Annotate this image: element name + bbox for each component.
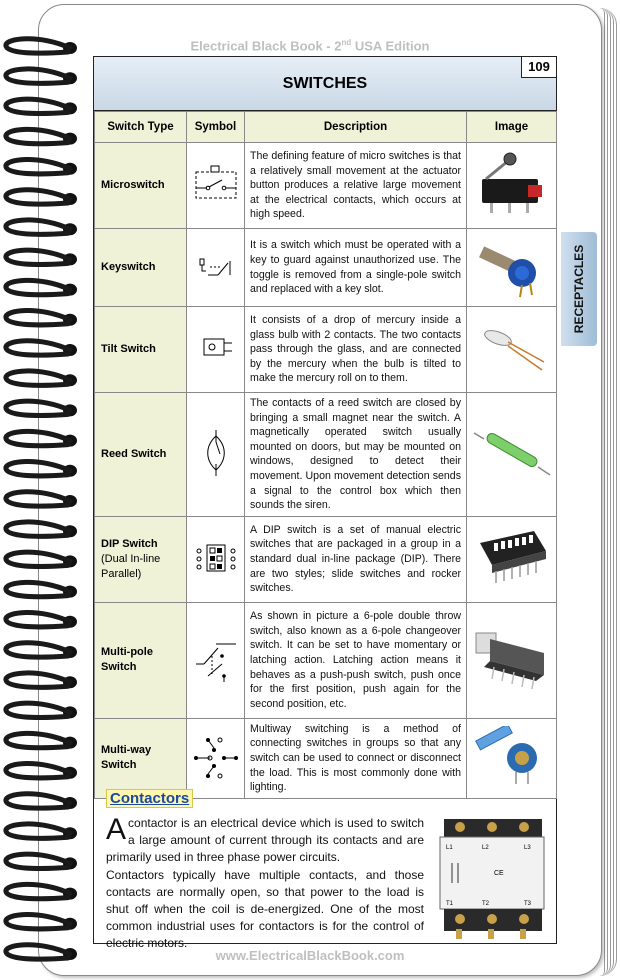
keyswitch-photo [472,233,552,299]
svg-text:L1: L1 [446,845,453,851]
footer-url[interactable]: www.ElectricalBlackBook.com [215,948,405,963]
column-header: Description [245,112,467,143]
binding-ring [6,220,70,234]
binding-ring [6,854,70,868]
page-stack-edges [600,8,618,976]
binding-ring [6,613,70,627]
symbol-cell [187,307,245,393]
book-title: Electrical Black Book - 2nd USA Edition [190,38,430,54]
contactors-paragraph-2: Contactors typically have multiple contacts, and those contacts are normally open, so that power to the load is shut off when the coil is de-energized. One of the most common industrial uses for contactors is for the control of electric motors. [106,868,424,950]
tilt-switch-symbol-icon [196,333,236,363]
contactor-photo [436,813,548,941]
image-cell [467,307,557,393]
switch-type-cell: Reed Switch [95,393,187,517]
binding-ring [6,129,70,143]
side-tab-receptacles[interactable] [561,232,597,346]
binding-ring [6,673,70,687]
binding-ring [6,703,70,717]
svg-text:T1: T1 [446,901,454,907]
binding-ring [6,643,70,657]
tilt-switch-photo [472,318,552,378]
contactors-section [94,779,556,950]
header-band [94,57,556,111]
svg-text:L3: L3 [524,845,531,851]
symbol-cell [187,229,245,307]
column-header: Image [467,112,557,143]
symbol-cell [187,393,245,517]
description-cell: It consists of a drop of mercury inside a glass bulb with 2 contacts. The two contacts pass through the glass, and are connected by the mercury when the bulb is tilted to make the mercury roll on to them. [245,307,467,393]
svg-text:CE: CE [494,870,504,877]
binding-ring [6,401,70,415]
symbol-cell [187,602,245,718]
binding-ring [6,492,70,506]
image-cell [467,143,557,229]
description-cell: Multiway switching is a method of connecting switches in groups so that any switch can be used to connect or disconnect the load. This is most commonly done with lighting. [245,718,467,798]
binding-ring [6,99,70,113]
image-cell [467,516,557,602]
description-cell: The defining feature of micro switches is that a relatively small movement at the actuator button produces a relative large movement at the electrical contacts, which occurs at high speed. [245,143,467,229]
binding-ring [6,69,70,83]
symbol-cell [187,516,245,602]
reed-switch-photo [470,421,554,485]
switch-type-cell: Microswitch [95,143,187,229]
binding-ring [6,915,70,929]
microswitch-symbol-icon [192,164,240,204]
binding-ring [6,522,70,536]
multi-way-switch-symbol-icon [190,734,242,780]
page-title: SWITCHES [282,75,368,92]
table-header-row [95,112,557,143]
binding-ring [6,552,70,566]
column-header: Symbol [187,112,245,143]
binding-ring [6,945,70,959]
table-row [95,393,557,517]
contactors-paragraph-1: Acontactor is an electrical device which is used to switch a large amount of current through its contacts and are primarily used in three phase power circuits. [106,813,424,864]
binding-ring [6,884,70,898]
reed-switch-symbol-icon [201,428,231,478]
microswitch-photo [472,149,552,219]
description-cell: It is a switch which must be operated with a key to guard against unauthorized use. The toggle is removed from a single-pole switch and replaced with a key slot. [245,229,467,307]
binding-ring [6,371,70,385]
svg-text:L2: L2 [482,845,489,851]
switch-type-cell: Tilt Switch [95,307,187,393]
keyswitch-symbol-icon [194,251,238,281]
switch-type-cell: Keyswitch [95,229,187,307]
side-tab-label: RECEPTACLES [572,244,586,334]
table-row [95,307,557,393]
page-number: 109 [521,57,556,78]
multi-pole-switch-symbol-icon [192,634,240,684]
binding-ring [6,733,70,747]
switches-table [94,111,557,799]
table-row [95,143,557,229]
dip-switch-photo [472,525,552,591]
description-cell: The contacts of a reed switch are closed by bringing a small magnet near the switch. A magnetically operated switch usually mounted on doors, but may be mounted on windows, designed to detect their movement. Upon movement detection sends a signal to the control box which then sounds the siren. [245,393,467,517]
column-header: Switch Type [95,112,187,143]
binding-ring [6,764,70,778]
binding-ring [6,190,70,204]
binding-ring [6,824,70,838]
binding-ring [6,794,70,808]
switch-type-cell: Multi-pole Switch [95,602,187,718]
description-cell: A DIP switch is a set of manual electric switches that are packaged in a group in a standard dual in-line package (DIP). There are two styles; slide switches and rocker switches. [245,516,467,602]
table-row [95,516,557,602]
table-row [95,602,557,718]
svg-text:T3: T3 [524,901,532,907]
binding-ring [6,280,70,294]
dropcap: A [106,813,127,846]
binding-ring [6,160,70,174]
multi-pole-switch-photo [470,619,554,699]
image-cell [467,602,557,718]
binding-ring [6,250,70,264]
switch-type-cell: DIP Switch (Dual In-line Parallel) [95,516,187,602]
contactors-title: Contactors [106,789,193,808]
binding-ring [6,341,70,355]
binding-ring [6,462,70,476]
spiral-binding [0,0,100,980]
svg-text:T2: T2 [482,901,490,907]
binding-ring [6,431,70,445]
symbol-cell [187,143,245,229]
image-cell [467,393,557,517]
binding-ring [6,39,70,53]
binding-ring [6,582,70,596]
image-cell [467,229,557,307]
description-cell: As shown in picture a 6-pole double throw switch, also known as a 6-pole changeover switch. It can be set to have momentary or latching action. Latching action means it behaves as a push-push switch, push once for the first position, push again for the second position, etc. [245,602,467,718]
table-row [95,229,557,307]
dip-switch-symbol-icon [193,541,239,575]
binding-ring [6,311,70,325]
content-frame [93,56,557,950]
switch-type-cell: Multi-way Switch [95,718,187,798]
